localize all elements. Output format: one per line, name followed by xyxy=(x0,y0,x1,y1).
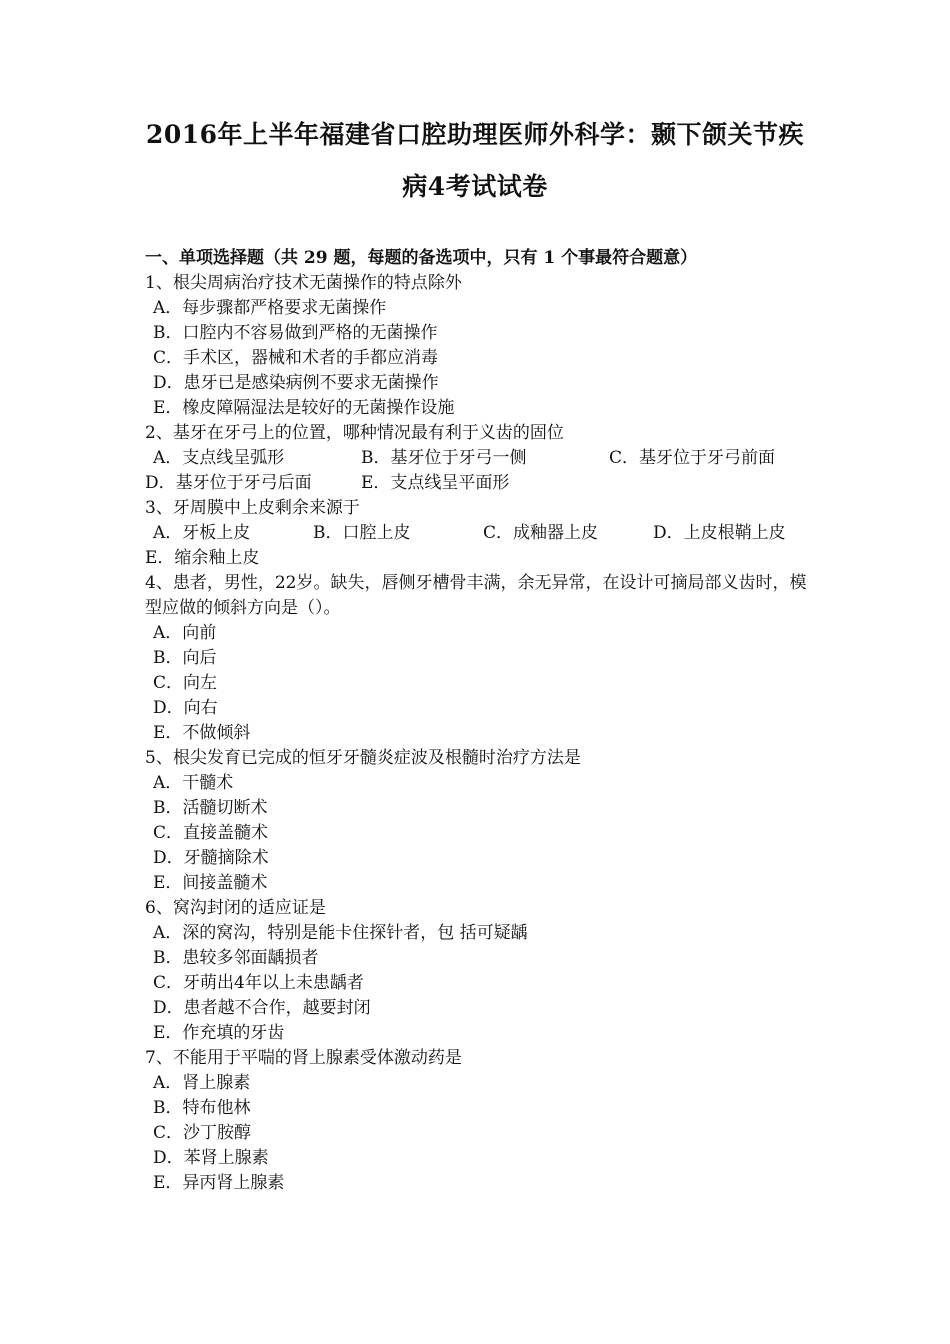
question-7-option-e: E．异丙肾上腺素 xyxy=(153,1173,285,1193)
document-title-line2: 病4考试试卷 xyxy=(402,172,548,201)
document-title-line1: 2016年上半年福建省口腔助理医师外科学：颞下颌关节疾 xyxy=(145,120,805,149)
question-7-option-d: D．苯肾上腺素 xyxy=(153,1148,269,1168)
question-6-option-e: E．作充填的牙齿 xyxy=(153,1023,285,1043)
question-3-stem: 3、牙周膜中上皮剩余来源于 xyxy=(145,498,360,518)
question-1-stem: 1、根尖周病治疗技术无菌操作的特点除外 xyxy=(145,273,462,293)
document-body xyxy=(145,246,815,1196)
question-1-option-e: E．橡皮障隔湿法是较好的无菌操作设施 xyxy=(153,398,455,418)
question-5-option-e: E．间接盖髓术 xyxy=(153,873,268,893)
question-3-options-row1 xyxy=(145,521,815,546)
question-4-option-c: C．向左 xyxy=(153,673,218,693)
question-2-option-e: E．支点线呈平面形 xyxy=(361,473,510,493)
question-3-option-b: B．口腔上皮 xyxy=(313,523,411,543)
question-2-option-b: B．基牙位于牙弓一侧 xyxy=(361,448,527,468)
question-3-option-c: C．成釉器上皮 xyxy=(483,523,599,543)
question-2-option-a: A．支点线呈弧形 xyxy=(153,448,285,468)
question-4-stem: 4、患者，男性，22岁。缺失，唇侧牙槽骨丰满，余无异常，在设计可摘局部义齿时，模型应做的倾斜方向是（）。 xyxy=(145,573,807,618)
question-7-option-b: B．特布他林 xyxy=(153,1098,251,1118)
question-6-option-b: B．患较多邻面龋损者 xyxy=(153,948,319,968)
question-4-option-d: D．向右 xyxy=(153,698,218,718)
question-3-option-a: A．牙板上皮 xyxy=(153,523,251,543)
question-2-stem: 2、基牙在牙弓上的位置，哪种情况最有利于义齿的固位 xyxy=(145,423,564,443)
question-4-option-b: B．向后 xyxy=(153,648,217,668)
question-6-option-c: C．牙萌出4年以上未患龋者 xyxy=(153,973,364,993)
question-2-option-d: D．基牙位于牙弓后面 xyxy=(145,473,312,493)
question-7-stem: 7、不能用于平喘的肾上腺素受体激动药是 xyxy=(145,1048,462,1068)
question-5-stem: 5、根尖发育已完成的恒牙牙髓炎症波及根髓时治疗方法是 xyxy=(145,748,581,768)
question-1-option-a: A．每步骤都严格要求无菌操作 xyxy=(153,298,387,318)
question-3-option-e: E．缩余釉上皮 xyxy=(145,548,260,568)
question-2-options-row2 xyxy=(145,471,815,496)
question-6-option-d: D．患者越不合作，越要封闭 xyxy=(153,998,371,1018)
question-6-stem: 6、窝沟封闭的适应证是 xyxy=(145,898,326,918)
question-4-option-e: E．不做倾斜 xyxy=(153,723,251,743)
question-3-options-row2 xyxy=(145,546,815,571)
question-5-option-b: B．活髓切断术 xyxy=(153,798,268,818)
question-1-option-c: C．手术区，器械和术者的手都应消毒 xyxy=(153,348,439,368)
question-5-option-c: C．直接盖髓术 xyxy=(153,823,269,843)
question-1-option-b: B．口腔内不容易做到严格的无菌操作 xyxy=(153,323,438,343)
question-5-option-a: A．干髓术 xyxy=(153,773,234,793)
question-6-option-a: A．深的窝沟，特别是能卡住探针者，包 括可疑龋 xyxy=(153,923,528,943)
question-2-options-row1 xyxy=(145,446,815,471)
question-1-option-d: D．患牙已是感染病例不要求无菌操作 xyxy=(153,373,439,393)
question-7-option-a: A．肾上腺素 xyxy=(153,1073,251,1093)
question-3-option-d: D．上皮根鞘上皮 xyxy=(653,523,786,543)
question-4-option-a: A．向前 xyxy=(153,623,217,643)
question-2-option-c: C．基牙位于牙弓前面 xyxy=(609,448,776,468)
question-7-option-c: C．沙丁胺醇 xyxy=(153,1123,252,1143)
section-heading: 一、单项选择题（共 29 题，每题的备选项中，只有 1 个事最符合题意） xyxy=(145,248,698,268)
question-5-option-d: D．牙髓摘除术 xyxy=(153,848,269,868)
